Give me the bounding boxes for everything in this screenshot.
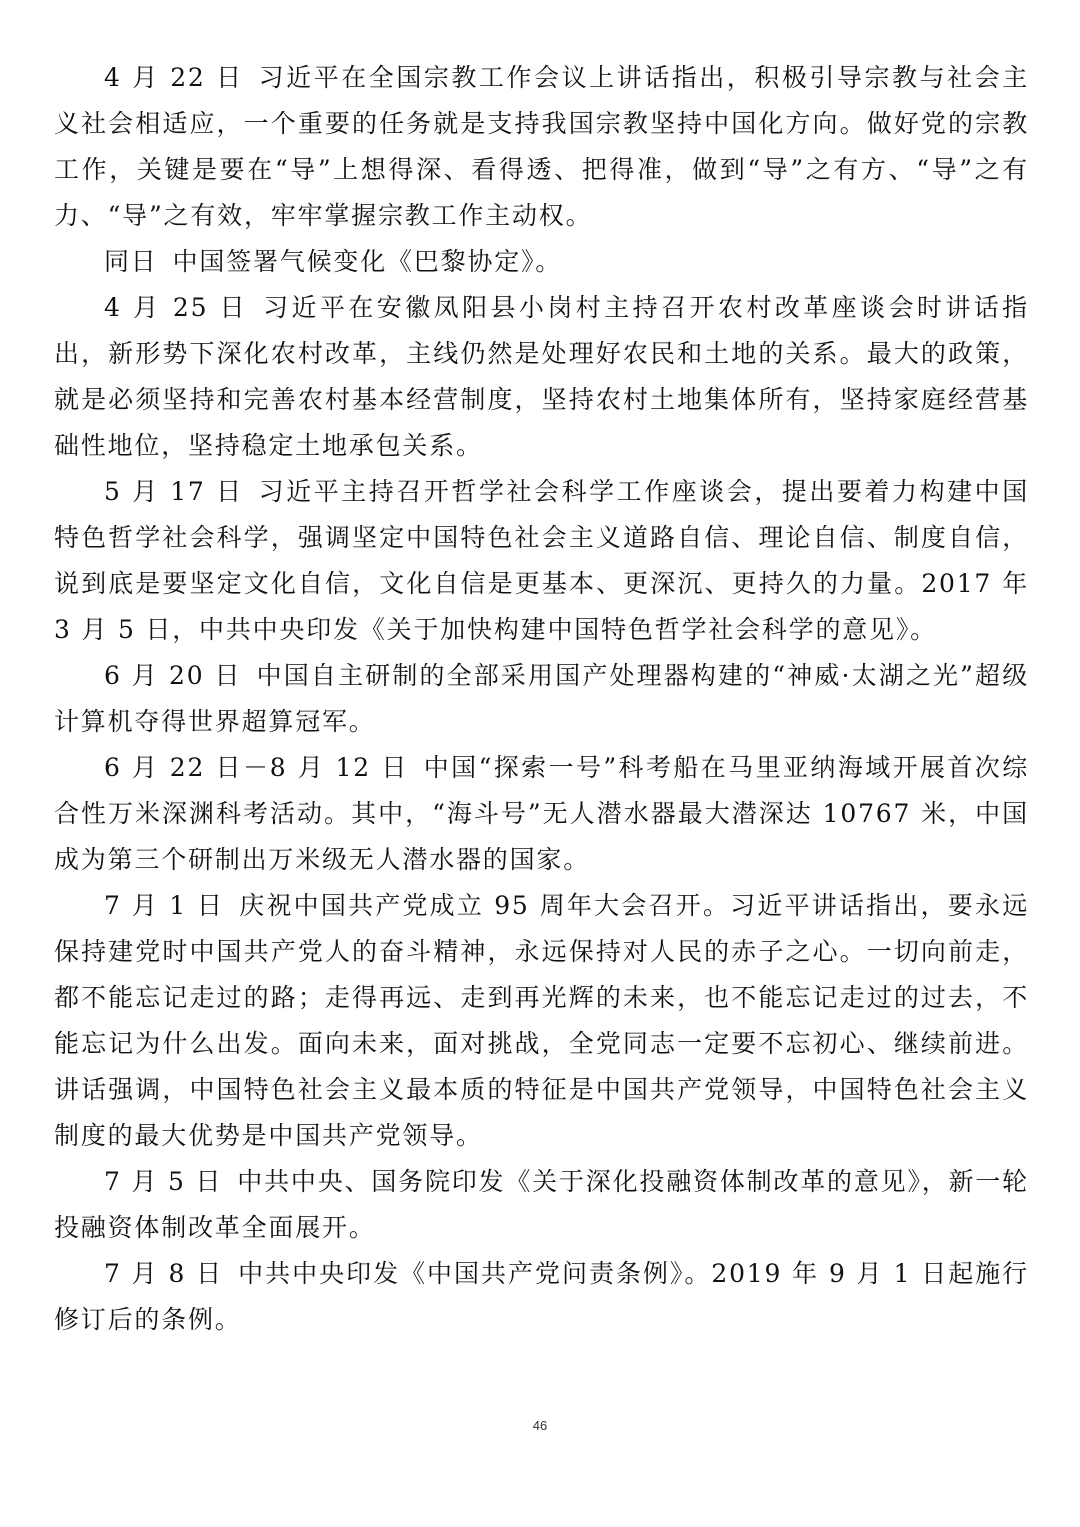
entry-apr-22 — [54, 55, 1029, 239]
entry-text: 习近平在安徽凤阳县小岗村主持召开农村改革座谈会时讲话指出，新形势下深化农村改革，主线仍然是处理好农民和土地的关系。最大的政策，就是必须坚持和完善农村基本经营制度，坚持农村土地集体所有，坚持家庭经营基础性地位，坚持稳定土地承包关系。 — [54, 293, 1029, 460]
entry-date: 7 月 8 日 — [104, 1259, 224, 1288]
entry-text: 中共中央印发《中国共产党问责条例》。2019 年 9 月 1 日起施行修订后的条例。 — [54, 1259, 1029, 1334]
entry-apr-25 — [54, 285, 1029, 469]
entry-date: 6 月 20 日 — [104, 661, 242, 690]
entry-jul-5 — [54, 1159, 1029, 1251]
entry-text: 中共中央、国务院印发《关于深化投融资体制改革的意见》，新一轮投融资体制改革全面展开。 — [54, 1167, 1029, 1242]
entry-date: 5 月 17 日 — [104, 477, 244, 506]
chronology-body — [54, 55, 1029, 1343]
entry-date: 7 月 1 日 — [104, 891, 225, 920]
entry-same-day — [54, 239, 1029, 285]
entry-date: 4 月 22 日 — [104, 63, 244, 92]
entry-jul-1 — [54, 883, 1029, 1159]
entry-text: 中国签署气候变化《巴黎协定》。 — [172, 247, 563, 276]
entry-may-17 — [54, 469, 1029, 653]
entry-jul-8 — [54, 1251, 1029, 1343]
entry-jun-22-aug-12 — [54, 745, 1029, 883]
entry-date: 同日 — [104, 247, 158, 276]
page-number: 46 — [532, 1418, 548, 1433]
entry-date: 6 月 22 日－8 月 12 日 — [104, 753, 409, 782]
entry-text: 习近平在全国宗教工作会议上讲话指出，积极引导宗教与社会主义社会相适应，一个重要的任务就是支持我国宗教坚持中国化方向。做好党的宗教工作，关键是要在“导”上想得深、看得透、把得准，做到“导”之有方、“导”之有力、“导”之有效，牢牢掌握宗教工作主动权。 — [54, 63, 1029, 230]
entry-date: 4 月 25 日 — [104, 293, 249, 322]
entry-text: 中国自主研制的全部采用国产处理器构建的“神威·太湖之光”超级计算机夺得世界超算冠军。 — [54, 661, 1029, 736]
entry-text: 习近平主持召开哲学社会科学工作座谈会，提出要着力构建中国特色哲学社会科学，强调坚定中国特色社会主义道路自信、理论自信、制度自信，说到底是要坚定文化自信，文化自信是更基本、更深沉、更持久的力量。2017 年 3 月 5 日，中共中央印发《关于加快构建中国特色哲学社会科学的意见》。 — [54, 477, 1029, 644]
entry-jun-20 — [54, 653, 1029, 745]
entry-text: 中国“探索一号”科考船在马里亚纳海域开展首次综合性万米深渊科考活动。其中，“海斗号”无人潜水器最大潜深达 10767 米，中国成为第三个研制出万米级无人潜水器的国家。 — [54, 753, 1030, 874]
entry-text: 庆祝中国共产党成立 95 周年大会召开。习近平讲话指出，要永远保持建党时中国共产党人的奋斗精神，永远保持对人民的赤子之心。一切向前走，都不能忘记走过的路；走得再远、走到再光辉的未来，也不能忘记走过的过去，不能忘记为什么出发。面向未来，面对挑战，全党同志一定要不忘初心、继续前进。讲话强调，中国特色社会主义最本质的特征是中国共产党领导，中国特色社会主义制度的最大优势是中国共产党领导。 — [54, 891, 1029, 1150]
entry-date: 7 月 5 日 — [104, 1167, 223, 1196]
